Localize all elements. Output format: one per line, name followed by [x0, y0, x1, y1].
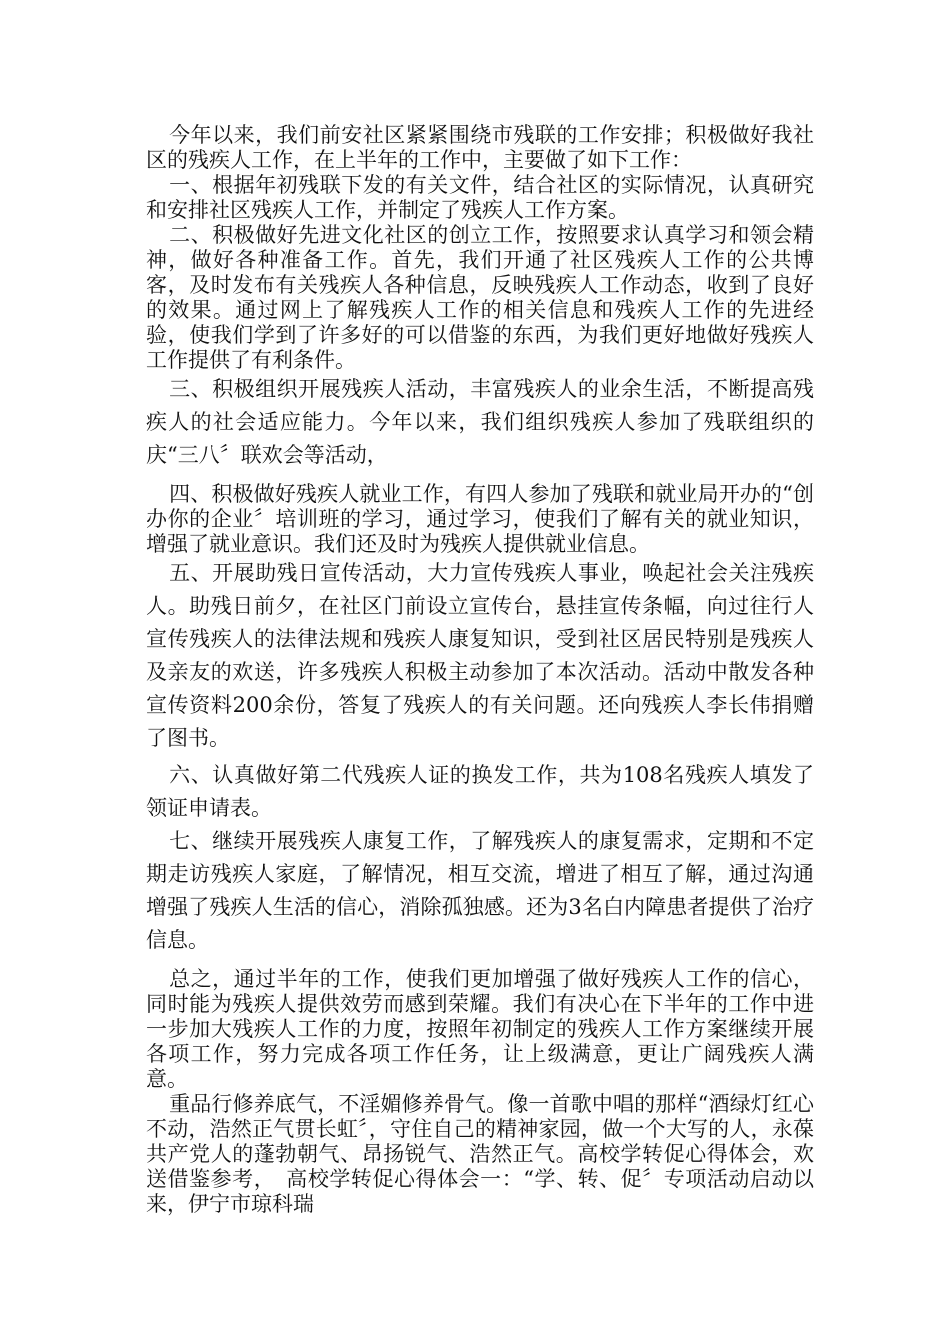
paragraph-intro: 今年以来，我们前安社区紧紧围绕市残联的工作安排；积极做好我社区的残疾人工作，在上半年的工作中，主要做了如下工作：	[146, 123, 814, 172]
paragraph-item-3: 三、积极组织开展残疾人活动，丰富残疾人的业余生活，不断提高残疾人的社会适应能力。今年以来，我们组织残疾人参加了残联组织的庆“三八〞联欢会等活动，	[146, 377, 814, 467]
paragraph-summary: 总之，通过半年的工作，使我们更加增强了做好残疾人工作的信心，同时能为残疾人提供效劳而感到荣耀。我们有决心在下半年的工作中进一步加大残疾人工作的力度，按照年初制定的残疾人工作方案继续开展各项工作，努力完成各项工作任务，让上级满意，更让广阔残疾人满意。	[146, 967, 814, 1091]
paragraph-closing: 重品行修养底气，不淫媚修养骨气。像一首歌中唱的那样“酒绿灯红心不动，浩然正气贯长虹〞，守住自己的精神家园，做一个大写的人，永葆共产党人的蓬勃朝气、昂扬锐气、浩然正气。高校学转促心得体会，欢送借鉴参考， 高校学转促心得体会一：“学、转、促〞专项活动启动以来，伊宁市琼科瑞	[146, 1092, 814, 1216]
paragraph-item-1: 一、根据年初残联下发的有关文件，结合社区的实际情况，认真研究和安排社区残疾人工作，并制定了残疾人工作方案。	[146, 173, 814, 222]
paragraph-item-2: 二、积极做好先进文化社区的创立工作，按照要求认真学习和领会精神，做好各种准备工作。首先，我们开通了社区残疾人工作的公共博客，及时发布有关残疾人各种信息，反映残疾人工作动态，收到了良好的效果。通过网上了解残疾人工作的相关信息和残疾人工作的先进经验，使我们学到了许多好的可以借鉴的东西，为我们更好地做好残疾人工作提供了有利条件。	[146, 223, 814, 372]
paragraph-item-7: 七、继续开展残疾人康复工作，了解残疾人的康复需求，定期和不定期走访残疾人家庭，了解情况，相互交流，增进了相互了解，通过沟通增强了残疾人生活的信心，消除孤独感。还为3名白内障患者提供了治疗信息。	[146, 829, 814, 952]
document-body	[146, 123, 814, 1217]
paragraph-item-6: 六、认真做好第二代残疾人证的换发工作，共为108名残疾人填发了领证申请表。	[146, 763, 814, 820]
paragraph-item-5: 五、开展助残日宣传活动，大力宣传残疾人事业，唤起社会关注残疾人。助残日前夕，在社区门前设立宣传台，悬挂宣传条幅，向过往行人宣传残疾人的法律法规和残疾人康复知识，受到社区居民特别是残疾人及亲友的欢送，许多残疾人积极主动参加了本次活动。活动中散发各种宣传资料200余份，答复了残疾人的有关问题。还向残疾人李长伟捐赠了图书。	[146, 561, 814, 750]
paragraph-item-4: 四、积极做好残疾人就业工作，有四人参加了残联和就业局开办的“创办你的企业〞培训班的学习，通过学习，使我们了解有关的就业知识，增强了就业意识。我们还及时为残疾人提供就业信息。	[146, 482, 814, 556]
